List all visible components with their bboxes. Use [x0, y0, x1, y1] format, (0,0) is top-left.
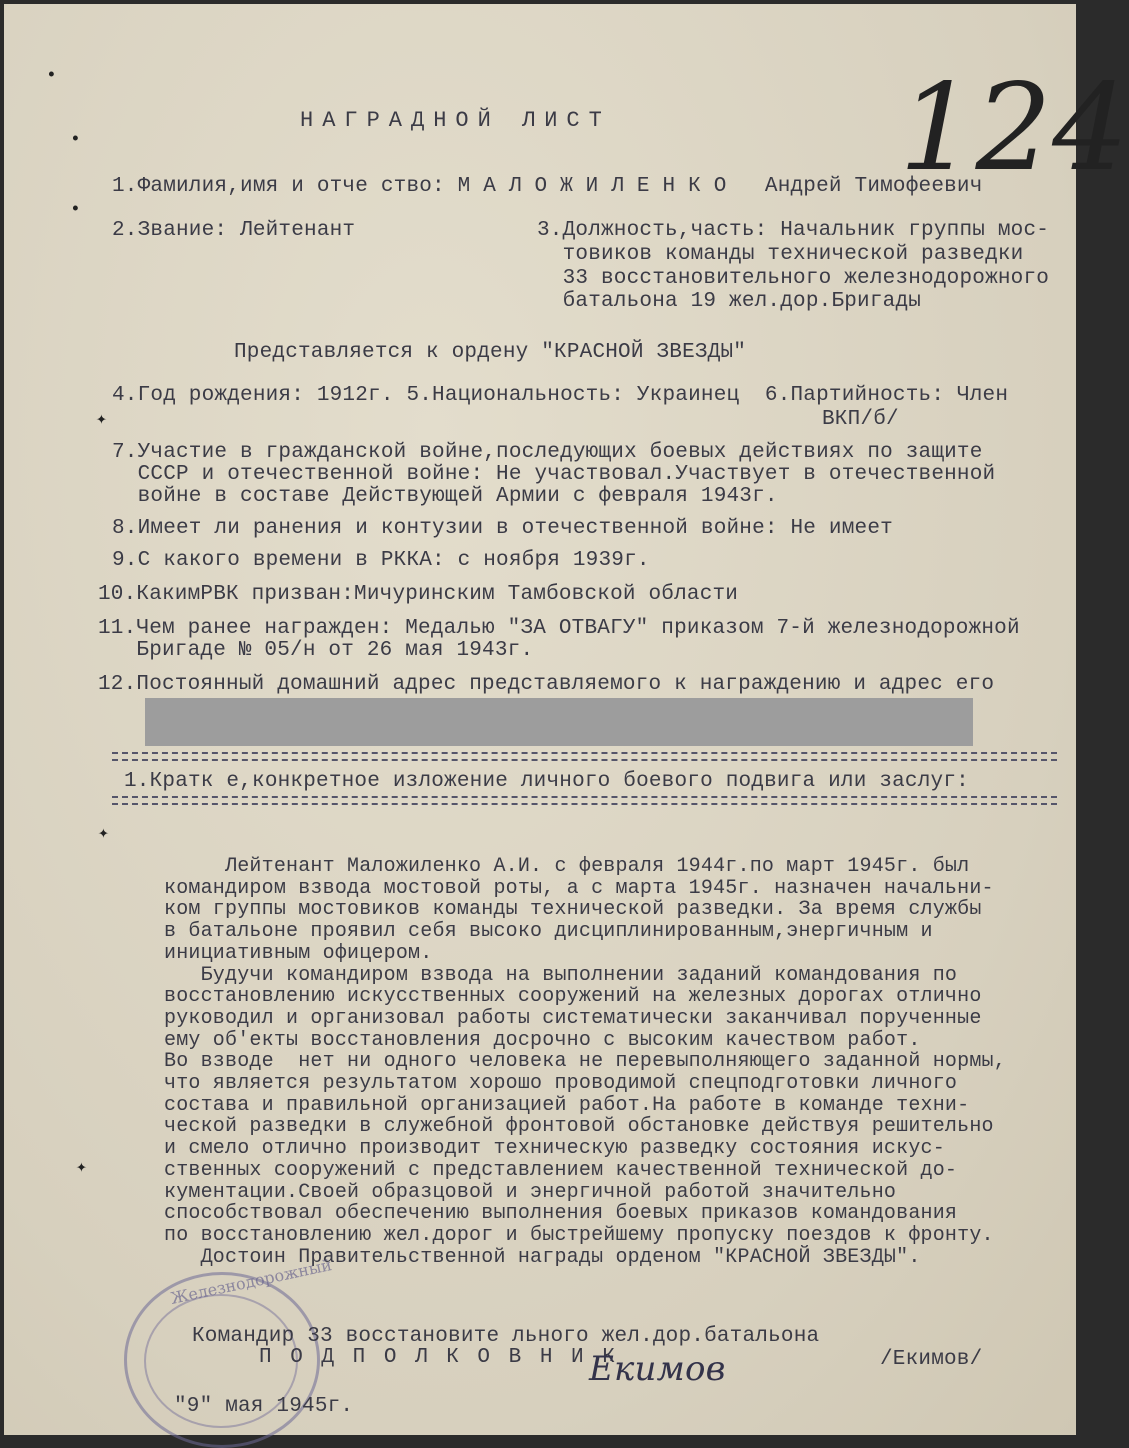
- narrative-line: ком группы мостовиков команды технической разведки. За время службы: [164, 898, 982, 922]
- presented-for-order: Представляется к ордену "КРАСНОЙ ЗВЕЗДЫ": [234, 341, 747, 364]
- field-participation-line-3: войне в составе Действующей Армии с февраля 1943г.: [112, 485, 778, 508]
- field-draft-office: 10.КакимРВК призван:Мичуринским Тамбовской области: [98, 583, 739, 606]
- narrative-line: кументации.Своей образцовой и энергичной работой значительно: [164, 1180, 897, 1204]
- field-service-since: 9.С какого времени в РККА: с ноября 1939г.: [112, 549, 650, 572]
- narrative-line: ческой разведки в служебной фронтовой обстановке действуя решительно: [164, 1115, 994, 1139]
- field-position-line-1: 3.Должность,часть: Начальник группы мос-: [537, 219, 1050, 242]
- narrative-line: Во взводе нет ни одного человека не перевыполняющего заданной нормы,: [164, 1050, 1006, 1074]
- handwritten-file-number: 124: [899, 59, 1129, 198]
- field-position-line-2: товиков команды технической разведки: [537, 243, 1024, 266]
- narrative-line: способствовал обеспечению выполнения боевых приказов командования: [164, 1202, 958, 1226]
- field-participation-line-1: 7.Участие в гражданской войне,последующих боевых действиях по защите: [112, 441, 983, 464]
- narrative-line: по восстановлению жел.дорог и быстрейшему пропуску поездов к фронту.: [164, 1223, 994, 1247]
- hole-punch-mark: ✦: [96, 410, 107, 430]
- redacted-address-block: [145, 698, 973, 746]
- narrative-line: Лейтенант Маложиленко А.И. с февраля 1944г.по март 1945г. был: [164, 855, 970, 878]
- signature-commander-line: Командир 33 восстановите льного жел.дор.батальона: [192, 1325, 820, 1348]
- narrative-line: и смело отлично производит техническую разведку состояния искус-: [164, 1137, 945, 1161]
- narrative-line: в батальоне проявил себя высоко дисциплинированным,энергичным и: [164, 920, 933, 944]
- narrative-line: ственных сооружений с представлением качественной технической до-: [164, 1158, 958, 1182]
- narrative-line: Достоин Правительственной награды орденом "КРАСНОЙ ЗВЕЗДЫ".: [164, 1245, 921, 1269]
- separator-bottom: [112, 796, 1057, 805]
- narrative-line: восстановлению искусственных сооружений на железных дорогах отлично: [164, 985, 982, 1009]
- narrative-line: что является результатом хорошо проводимой спецподготовки личного: [164, 1072, 958, 1095]
- hole-punch-mark: ✦: [76, 1158, 87, 1178]
- narrative-line: командиром взвода мостовой роты, а с марта 1945г. назначен начальни-: [164, 876, 994, 900]
- hole-punch-mark: ✦: [98, 824, 109, 844]
- field-birth-nationality-party: 4.Год рождения: 1912г. 5.Национальность: Украинец 6.Партийность: Член: [112, 384, 1009, 407]
- field-prior-awards-line-2: Бригаде № 05/н от 26 мая 1943г.: [98, 639, 534, 662]
- signature-rank: П О Д П О Л К О В Н И К: [259, 1346, 618, 1369]
- narrative-line: руководил и организовал работы систематически заканчивал порученные: [164, 1006, 982, 1030]
- hole-punch-mark: •: [46, 66, 57, 86]
- document-title: НАГРАДНОЙ ЛИСТ: [300, 108, 611, 133]
- narrative-line: Будучи командиром взвода на выполнении заданий командования по: [164, 963, 958, 987]
- stamp-lettering: Железнодорожный: [168, 1255, 334, 1308]
- hole-punch-mark: •: [70, 130, 81, 150]
- field-wounds: 8.Имеет ли ранения и контузии в отечественной войне: Не имеет: [112, 517, 893, 540]
- signature-name: /Екимов/: [880, 1348, 983, 1371]
- section-heading-merits: 1.Кратк е,конкретное изложение личного боевого подвига или заслуг:: [124, 770, 969, 793]
- field-prior-awards-line-1: 11.Чем ранее награжден: Медалью "ЗА ОТВАГУ" приказом 7-й железнодорожной: [98, 617, 1020, 640]
- field-home-address: 12.Постоянный домашний адрес представляемого к награждению и адрес его: [98, 673, 995, 696]
- award-sheet-page: [4, 4, 1129, 1435]
- narrative-line: состава и правильной организацией работ.На работе в команде техни-: [164, 1093, 970, 1117]
- narrative-line: инициативным офицером.: [164, 941, 433, 965]
- field-participation-line-2: СССР и отечественной войне: Не участвовал.Участвует в отечественной: [112, 463, 996, 486]
- handwritten-signature: Екимов: [589, 1349, 726, 1389]
- field-full-name: 1.Фамилия,имя и отче ство: М А Л О Ж И Л Е Н К О Андрей Тимофеевич: [112, 175, 983, 198]
- signature-date: "9" мая 1945г.: [174, 1395, 354, 1418]
- narrative-line: ему об'екты восстановления досрочно с высоким качеством работ.: [164, 1028, 921, 1052]
- field-position-line-3: 33 восстановительного железнодорожного: [537, 267, 1050, 290]
- hole-punch-mark: •: [70, 200, 81, 220]
- field-rank: 2.Звание: Лейтенант: [112, 219, 356, 242]
- separator-top: [112, 752, 1057, 761]
- field-party-continued: ВКП/б/: [822, 408, 899, 431]
- field-position-line-4: батальона 19 жел.дор.Бригады: [537, 290, 922, 313]
